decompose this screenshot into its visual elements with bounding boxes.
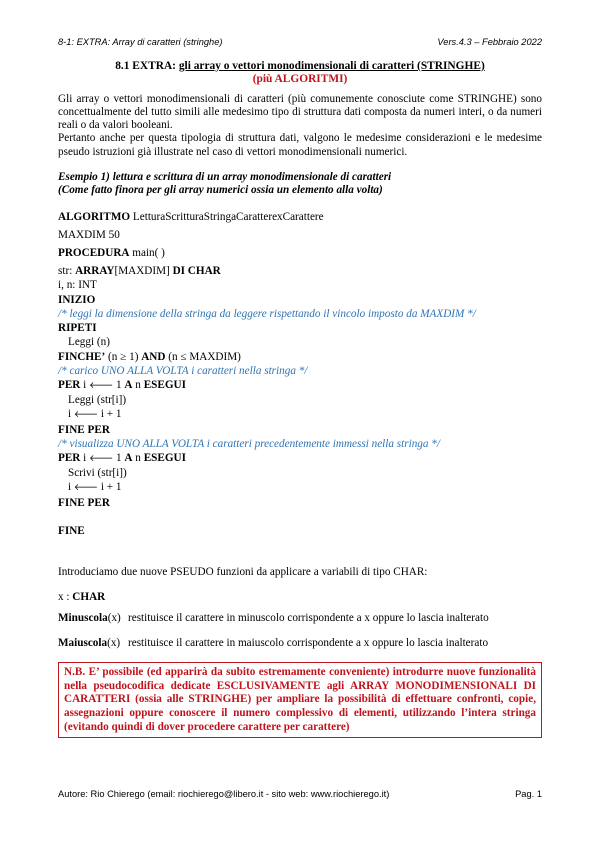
kw-and: AND bbox=[141, 350, 166, 363]
kw-a: A bbox=[124, 378, 133, 391]
kw-esegui: ESEGUI bbox=[143, 451, 186, 464]
example-heading bbox=[58, 171, 542, 198]
increment-line-2 bbox=[58, 480, 542, 495]
fine-per-line-2: FINE PER bbox=[58, 496, 110, 509]
kw-procedura: PROCEDURA bbox=[58, 247, 130, 260]
algorithm-block bbox=[58, 210, 542, 538]
example-line-2: (Come fatto finora per gli array numerici ossia un elemento alla volta) bbox=[58, 184, 383, 197]
str-decl-line bbox=[58, 264, 542, 278]
per-line-2 bbox=[58, 451, 542, 466]
example-line-1: Esempio 1) lettura e scrittura di un array monodimensionale di caratteri bbox=[58, 171, 392, 184]
in-decl-line: i, n: INT bbox=[58, 279, 97, 292]
kw-di-char: DI CHAR bbox=[172, 265, 221, 278]
note-box: N.B. E’ possibile (ed apparirà da subito estremamente conveniente) introdurre nuove funzionalità nella pseudocodifica dedicate ESCLUSIVAMENTE agli ARRAY MONODIMENSIONALI DI CARATTERI (ossia alle STRINGHE) per ampliare la possibilità di effettuare confronti, copie, assegnazioni oppure conoscere il numero complessivo di elementi, utilizzando l’intera stringa (evitando quindi di dover procedere carattere per carattere) bbox=[58, 662, 542, 738]
kw-finche: FINCHE’ bbox=[58, 350, 106, 363]
n-var: n bbox=[132, 378, 144, 391]
footer-left: Autore: Rio Chierego (email: riochierego@libero.it - sito web: www.riochierego.it) bbox=[58, 789, 390, 799]
str-decl: str: bbox=[58, 265, 76, 278]
page-number: Pag. 1 bbox=[515, 789, 542, 799]
minuscola-name: Minuscola bbox=[58, 611, 108, 624]
kw-per: PER bbox=[58, 451, 81, 464]
i-var: i bbox=[68, 481, 74, 494]
alg-header-line bbox=[58, 210, 542, 224]
left-arrow-icon: 🡐 bbox=[89, 380, 114, 391]
maiuscola-row bbox=[58, 637, 542, 650]
increment-expr: i + 1 bbox=[98, 408, 122, 421]
left-arrow-icon: 🡐 bbox=[73, 410, 99, 421]
kw-esegui: ESEGUI bbox=[143, 378, 186, 391]
page-footer bbox=[58, 789, 542, 799]
scrivi-str-line: Scrivi (str[i]) bbox=[68, 467, 127, 480]
minuscola-row bbox=[58, 612, 542, 625]
i-var: i bbox=[68, 408, 74, 421]
procedura-line bbox=[58, 246, 542, 260]
kw-per: PER bbox=[58, 378, 81, 391]
comment-1: /* leggi la dimensione della stringa da leggere rispettando il vincolo imposto da MAXDIM */ bbox=[58, 307, 476, 320]
increment-line-1 bbox=[58, 407, 542, 422]
kw-char: CHAR bbox=[72, 591, 106, 604]
fine-per-line-1: FINE PER bbox=[58, 423, 110, 436]
cond-b: (n ≤ MAXDIM) bbox=[165, 350, 241, 363]
n-var: n bbox=[132, 451, 144, 464]
page-header bbox=[58, 37, 542, 47]
minuscola-desc: restituisce il carattere in minuscolo corrispondente a x oppure lo lascia inalterato bbox=[128, 611, 489, 624]
i-var: i bbox=[80, 378, 90, 391]
functions-intro: Introduciamo due nuove PSEUDO funzioni da applicare a variabili di tipo CHAR: bbox=[58, 565, 428, 578]
maiuscola-arg: (x) bbox=[107, 636, 121, 649]
one-value: 1 bbox=[113, 378, 125, 391]
finche-line bbox=[58, 350, 542, 364]
per-line-1 bbox=[58, 378, 542, 393]
array-dim: [MAXDIM] bbox=[114, 265, 173, 278]
ripeti-line: RIPETI bbox=[58, 322, 97, 335]
kw-algoritmo: ALGORITMO bbox=[58, 210, 131, 223]
algorithm-name: LetturaScritturaStringaCaratterexCarattere bbox=[130, 210, 324, 223]
maxdim-line: MAXDIM 50 bbox=[58, 228, 120, 241]
comment-3: /* visualizza UNO ALLA VOLTA i caratteri precedentemente immessi nella stringa */ bbox=[58, 437, 440, 450]
section-subtitle: (più ALGORITMI) bbox=[252, 73, 348, 86]
inizio-line: INIZIO bbox=[58, 293, 96, 306]
cond-a: (n ≥ 1) bbox=[105, 350, 142, 363]
one-value: 1 bbox=[113, 451, 125, 464]
comment-2: /* carico UNO ALLA VOLTA i caratteri nella stringa */ bbox=[58, 364, 308, 377]
increment-expr: i + 1 bbox=[98, 481, 122, 494]
maiuscola-name: Maiuscola bbox=[58, 636, 108, 649]
title-underlined: gli array o vettori monodimensionali di caratteri (STRINGHE) bbox=[178, 60, 485, 72]
section-title bbox=[58, 60, 542, 73]
i-var: i bbox=[80, 451, 90, 464]
intro-paragraph-2: Pertanto anche per questa tipologia di struttura dati, valgono le medesime considerazioni e le medesime pseudo istruzioni già illustrate nel caso di vettori monodimensionali numerici. bbox=[58, 132, 542, 158]
minuscola-signature bbox=[58, 612, 128, 625]
page-content bbox=[58, 60, 542, 738]
main-name: main( ) bbox=[129, 247, 165, 260]
maiuscola-desc: restituisce il carattere in maiuscolo corrispondente a x oppure lo lascia inalterato bbox=[128, 636, 489, 649]
x-decl: x : bbox=[58, 591, 73, 604]
header-left: 8-1: EXTRA: Array di caratteri (stringhe) bbox=[58, 37, 223, 47]
x-decl-line bbox=[58, 591, 542, 604]
maiuscola-signature bbox=[58, 637, 128, 650]
kw-a: A bbox=[124, 451, 133, 464]
left-arrow-icon: 🡐 bbox=[73, 483, 99, 494]
kw-array: ARRAY bbox=[75, 265, 115, 278]
minuscola-arg: (x) bbox=[107, 611, 121, 624]
leggi-n-line: Leggi (n) bbox=[68, 336, 110, 349]
leggi-str-line: Leggi (str[i]) bbox=[68, 394, 127, 407]
left-arrow-icon: 🡐 bbox=[89, 453, 114, 464]
fine-line: FINE bbox=[58, 524, 85, 537]
header-right: Vers.4.3 – Febbraio 2022 bbox=[437, 37, 542, 47]
intro-paragraph-1: Gli array o vettori monodimensionali di caratteri (più comunemente conosciute come STRINGHE) sono concettualmente del tutto simili alle medesimo tipo di struttura dati composta da numeri interi, o da numeri reali o da valori booleani. bbox=[58, 92, 542, 132]
title-prefix: 8.1 EXTRA: bbox=[115, 60, 179, 72]
